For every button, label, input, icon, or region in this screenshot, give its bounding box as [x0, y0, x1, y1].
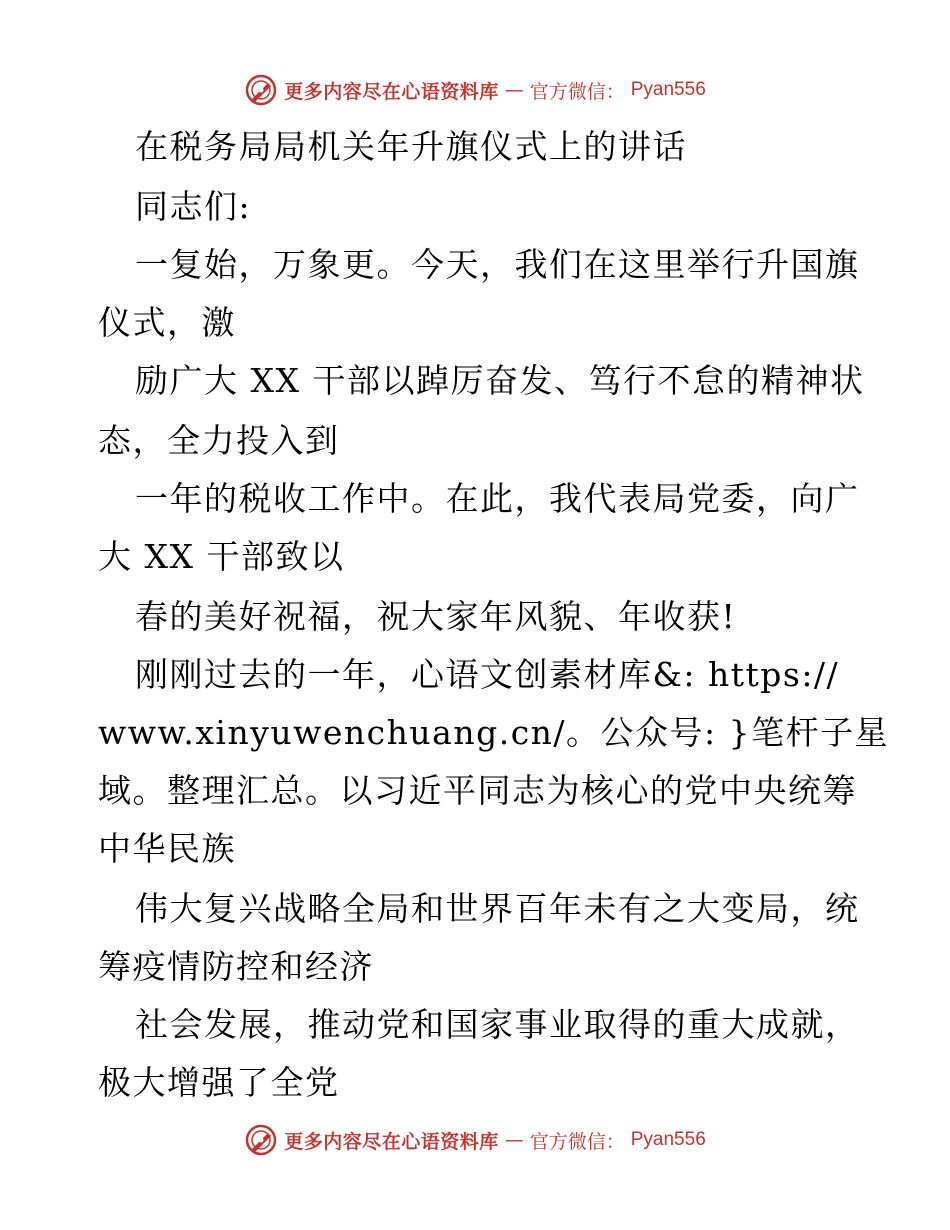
text-line: 同志们:: [135, 187, 252, 226]
text-line: 春的美好祝福，祝大家年风貌、年收获!: [135, 597, 737, 636]
text-line: 中华民族: [98, 829, 236, 868]
banner-wechat-label: 官方微信：: [529, 80, 625, 103]
brand-logo-icon: [244, 1123, 278, 1157]
banner-wechat-id: Pyan556: [630, 1129, 706, 1150]
text-line: 态，全力投入到: [98, 421, 340, 460]
banner-brand-text: 更多内容尽在心语资料库: [284, 1130, 499, 1153]
banner-wechat-label: 官方微信：: [529, 1130, 625, 1153]
document-title: 在税务局局机关年升旗仪式上的讲话: [135, 127, 687, 166]
banner-separator: —: [504, 1129, 524, 1151]
text-line: 筹疫情防控和经济: [98, 947, 374, 986]
text-line: 伟大复兴战略全局和世界百年未有之大变局，统: [135, 889, 860, 928]
text-line: 励广大 XX 干部以踔厉奋发、笃行不怠的精神状: [135, 361, 865, 400]
footer-watermark-banner: [0, 1118, 950, 1162]
text-line: 社会发展，推动党和国家事业取得的重大成就，: [135, 1005, 860, 1044]
banner-brand-text: 更多内容尽在心语资料库: [284, 80, 499, 103]
text-line: www.xinyuwenchuang.cn/。公众号: }笔杆子星: [98, 713, 890, 752]
banner-wechat-id: Pyan556: [630, 79, 706, 100]
text-line: 一年的税收工作中。在此，我代表局党委，向广: [135, 479, 860, 518]
text-line: 极大增强了全党: [98, 1063, 340, 1102]
text-line: 刚刚过去的一年，心语文创素材库&: https://: [135, 655, 840, 694]
banner-separator: —: [504, 79, 524, 101]
text-line: 仪式，激: [98, 303, 236, 342]
text-line: 大 XX 干部致以: [98, 537, 345, 576]
text-line: 域。整理汇总。以习近平同志为核心的党中央统筹: [98, 771, 857, 810]
text-line: 一复始，万象更。今天，我们在这里举行升国旗: [135, 245, 860, 284]
